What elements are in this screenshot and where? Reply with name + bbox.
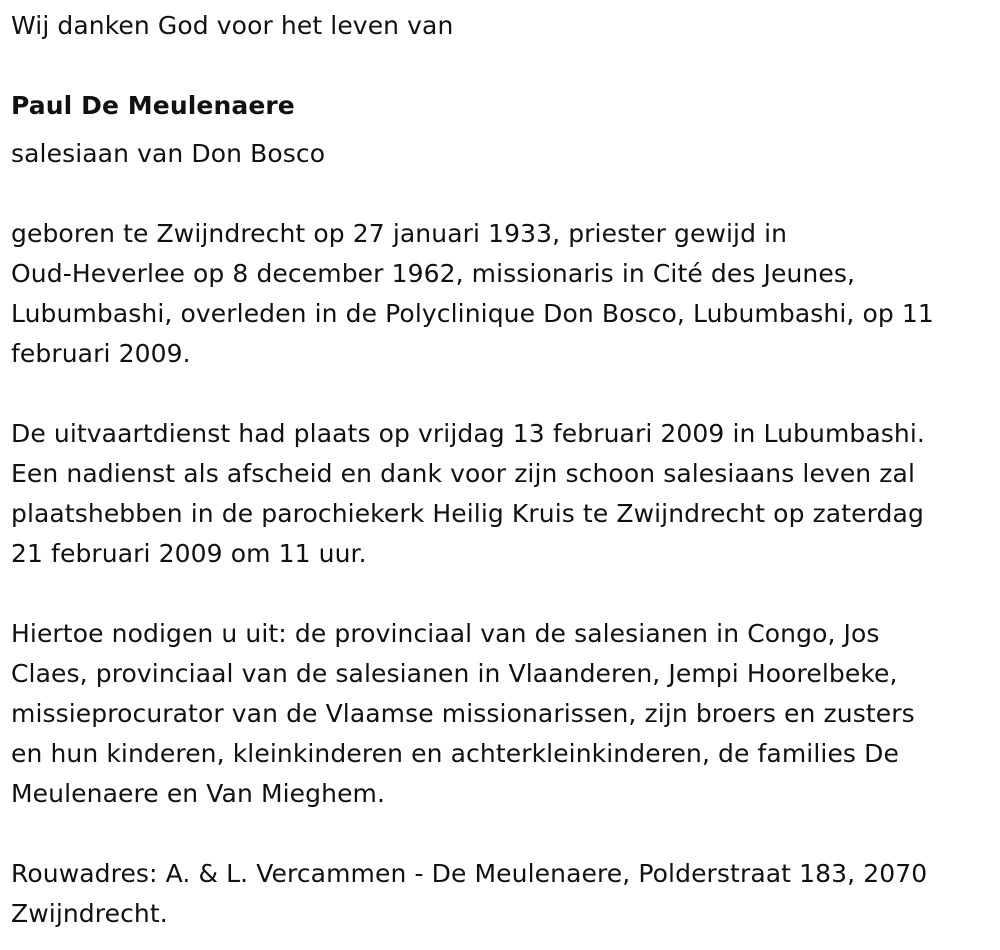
congregation-text: salesiaan van Don Bosco [11,139,326,168]
mourning-address-line: Rouwadres: A. & L. Vercammen - De Meulenaere, Polderstraat 183, 2070 [11,859,928,888]
invitation-line: en hun kinderen, kleinkinderen en achterkleinkinderen, de families De [11,739,899,768]
intro-text: Wij danken God voor het leven van [11,11,454,40]
biography-line: februari 2009. [11,339,191,368]
service-line: De uitvaartdienst had plaats op vrijdag 13 februari 2009 in Lubumbashi. [11,419,925,448]
service-line: Een nadienst als afscheid en dank voor zijn schoon salesiaans leven zal [11,459,915,488]
invitation-line: missieprocurator van de Vlaamse missionarissen, zijn broers en zusters [11,699,915,728]
biography-line: geboren te Zwijndrecht op 27 januari 1933, priester gewijd in [11,219,788,248]
service-line: plaatshebben in de parochiekerk Heilig Kruis te Zwijndrecht op zaterdag [11,499,924,528]
invitation-line: Claes, provinciaal van de salesianen in Vlaanderen, Jempi Hoorelbeke, [11,659,898,688]
biography-line: Lubumbashi, overleden in de Polyclinique Don Bosco, Lubumbashi, op 11 [11,299,934,328]
mourning-address-line: Zwijndrecht. [11,899,168,928]
service-line: 21 februari 2009 om 11 uur. [11,539,367,568]
invitation-line: Hiertoe nodigen u uit: de provinciaal van de salesianen in Congo, Jos [11,619,880,648]
invitation-line: Meulenaere en Van Mieghem. [11,779,386,808]
biography-line: Oud-Heverlee op 8 december 1962, missionaris in Cité des Jeunes, [11,259,856,288]
deceased-name: Paul De Meulenaere [11,91,295,120]
